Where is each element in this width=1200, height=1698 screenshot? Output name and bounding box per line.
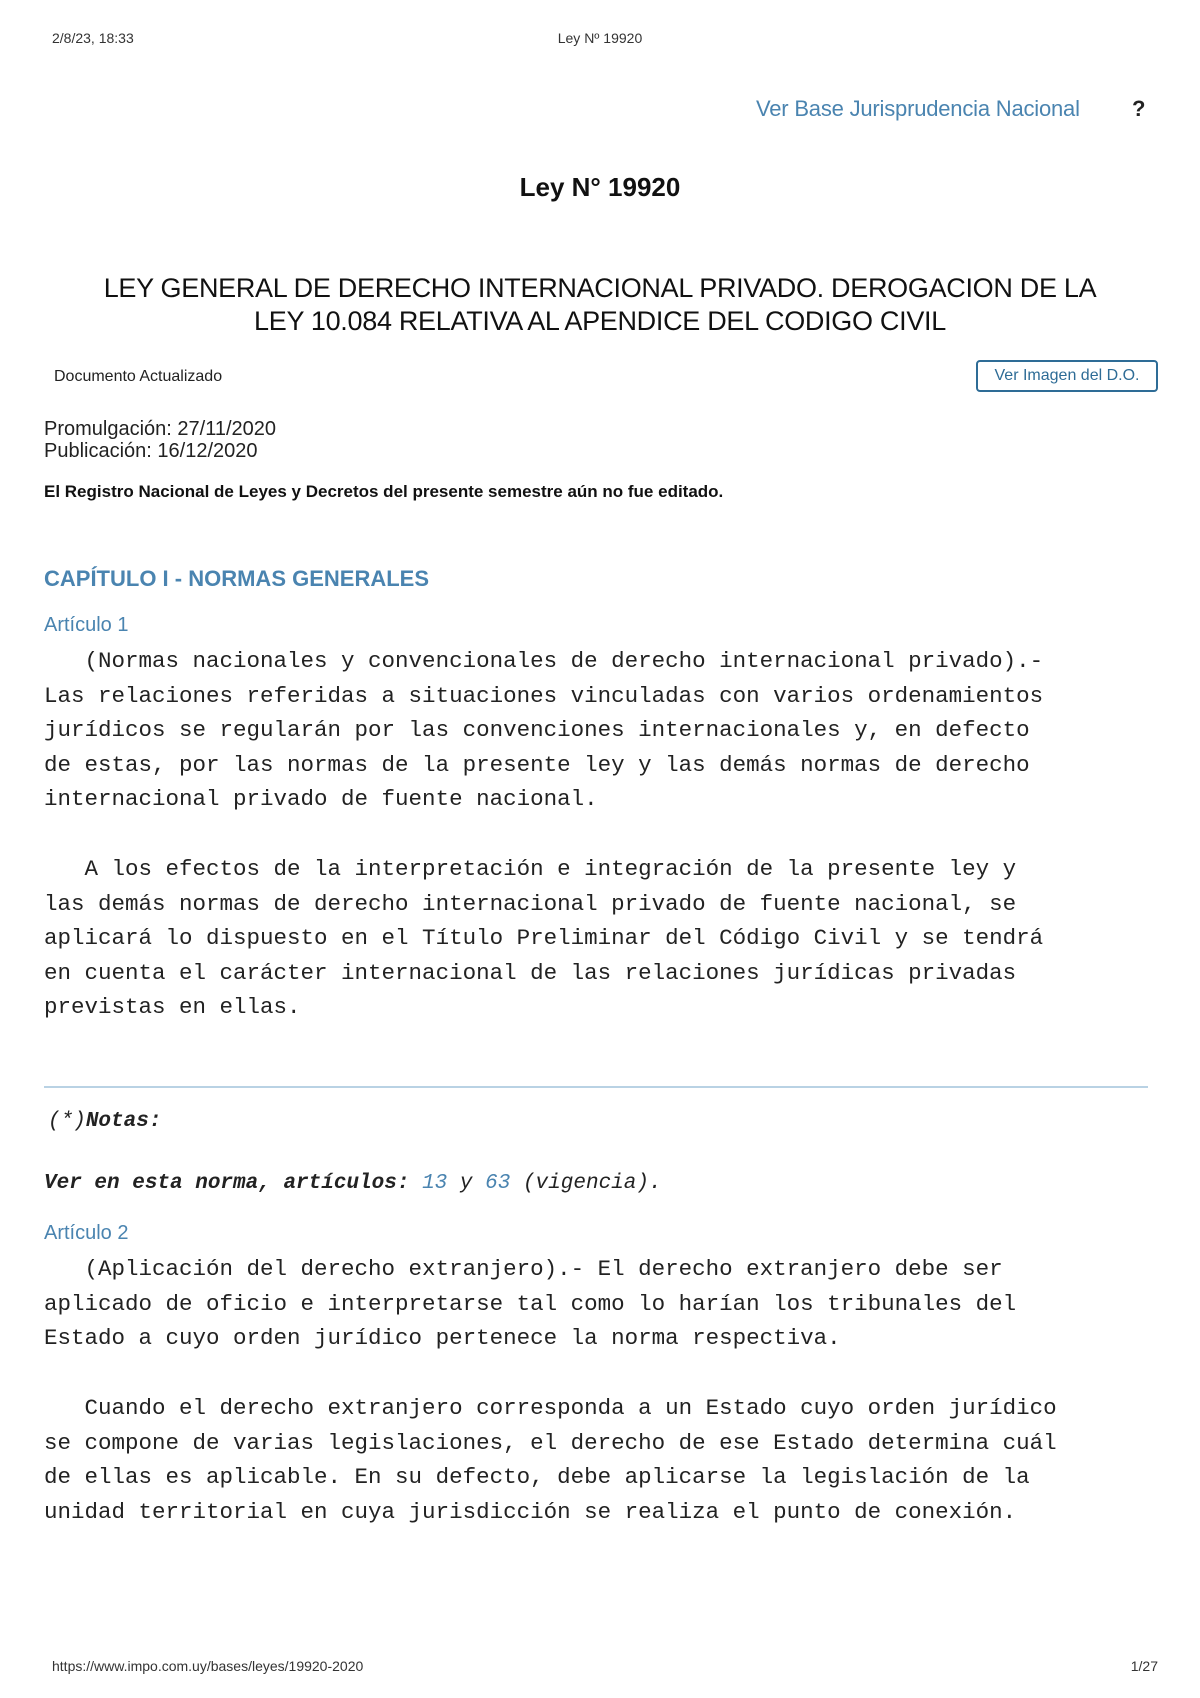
registro-note: El Registro Nacional de Leyes y Decretos del presente semestre aún no fue editado. (44, 482, 724, 501)
notes-label: Notas: (85, 1110, 162, 1133)
print-page-number: 1/27 (1130, 1658, 1158, 1674)
notes-connector: y (459, 1172, 473, 1195)
publicacion-date: Publicación: 16/12/2020 (44, 440, 258, 462)
print-page-title: Ley Nº 19920 (557, 30, 643, 46)
article-2-link[interactable]: Artículo 2 (44, 1222, 129, 1244)
notes-marker: (*) (48, 1110, 86, 1133)
law-subtitle-line-2: LEY 10.084 RELATIVA AL APENDICE DEL CODIGO CIVIL (254, 306, 946, 336)
jurisprudencia-link[interactable]: Ver Base Jurisprudencia Nacional (756, 96, 1080, 121)
dates-block (44, 418, 276, 462)
article-13-link[interactable]: 13 (422, 1172, 448, 1195)
help-button[interactable]: ? (1132, 96, 1146, 121)
chapter-title: CAPÍTULO I - NORMAS GENERALES (44, 566, 430, 591)
law-subtitle (40, 272, 1160, 338)
promulgacion-date: Promulgación: 27/11/2020 (44, 418, 277, 440)
article-2-paragraph-2: Cuando el derecho extranjero corresponda a un Estado cuyo orden jurídico se compone de varias legislaciones, el derecho de ese Estado determina cuál de ellas es aplicable. En su defecto, debe aplicarse la legislación de la unidad territorial en cuya jurisdicción se realiza el punto de conexión. (44, 1395, 1057, 1525)
article-1-link[interactable]: Artículo 1 (44, 614, 129, 636)
notes-suffix: (vigencia). (522, 1172, 662, 1195)
article-1-paragraph-2: A los efectos de la interpretación e integración de la presente ley y las demás normas de derecho internacional privado de fuente nacional, se aplicará lo dispuesto en el Título Preliminar del Código Civil y se tendrá en cuenta el carácter internacional de las relaciones jurídicas privadas previstas en ellas. (44, 856, 1044, 1021)
article-2-paragraph-1: (Aplicación del derecho extranjero).- El derecho extranjero debe ser aplicado de oficio e interpretarse tal como lo harían los tribunales del Estado a cuyo orden jurídico pertenece la norma respectiva. (44, 1256, 1017, 1352)
print-url: https://www.impo.com.uy/bases/leyes/19920-2020 (52, 1658, 364, 1674)
view-do-image-button[interactable]: Ver Imagen del D.O. (976, 360, 1158, 392)
document-status: Documento Actualizado (54, 368, 223, 385)
article-63-link[interactable]: 63 (485, 1172, 511, 1195)
article-1-paragraph-1: (Normas nacionales y convencionales de derecho internacional privado).- Las relaciones referidas a situaciones vinculadas con varios ordenamientos jurídicos se regularán por las convenciones internacionales y, en defecto de estas, por las normas de la presente ley y las demás normas de derecho internacional privado de fuente nacional. (44, 648, 1044, 813)
print-datetime: 2/8/23, 18:33 (52, 30, 134, 46)
law-title: Ley N° 19920 (519, 172, 681, 202)
law-subtitle-line-1: LEY GENERAL DE DERECHO INTERNACIONAL PRIVADO. DEROGACION DE LA (103, 273, 1097, 303)
notes-references (44, 1172, 662, 1195)
notes-divider (44, 1086, 1148, 1088)
notes-ver-label: Ver en esta norma, artículos: (44, 1172, 410, 1195)
notes-heading (48, 1110, 161, 1133)
